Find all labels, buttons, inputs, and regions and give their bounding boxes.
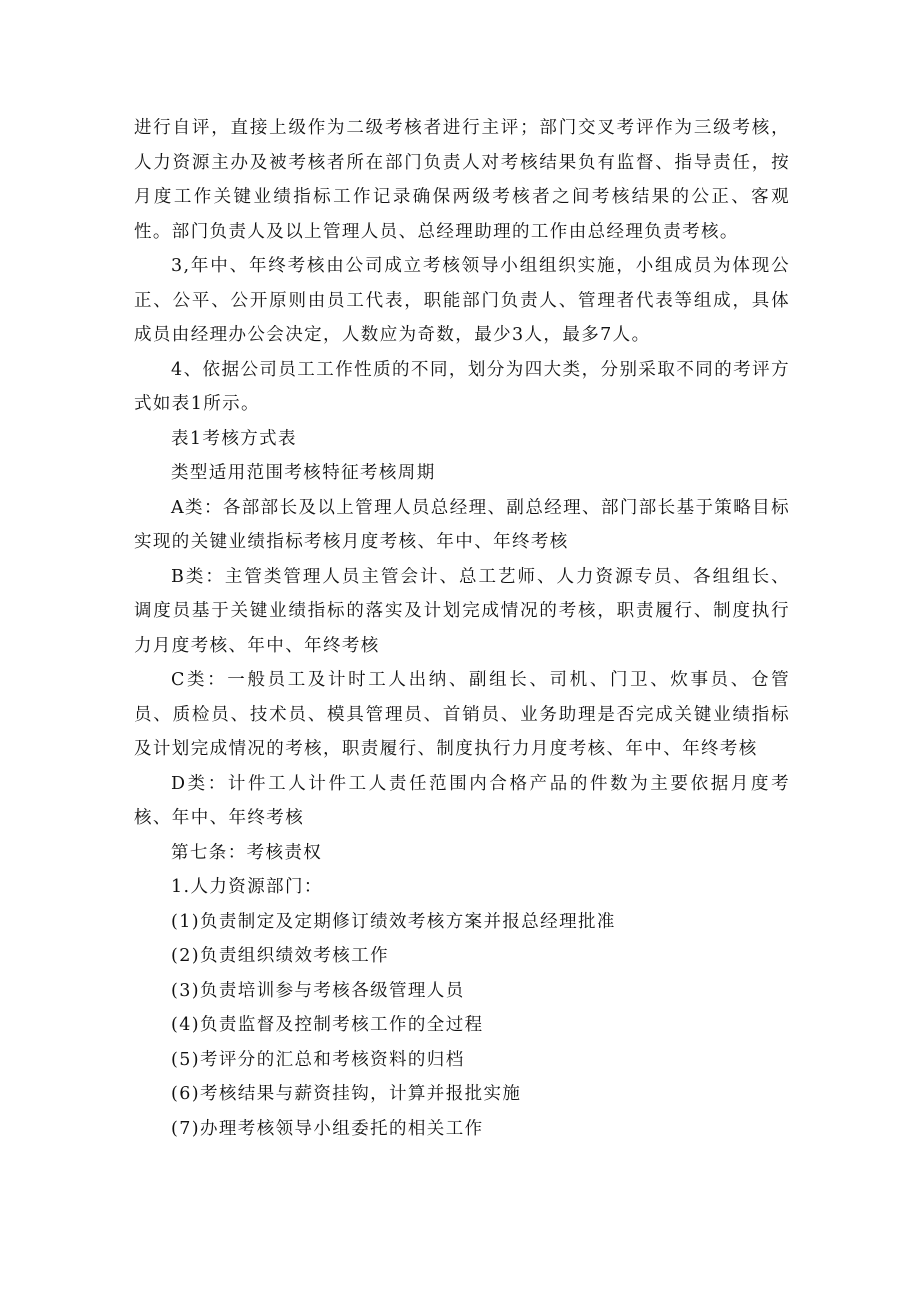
category-b: B类：主管类管理人员主管会计、总工艺师、人力资源专员、各组组长、调度员基于关键业绩指标的落实及计划完成情况的考核，职责履行、制度执行力月度考核、年中、年终考核 xyxy=(134,566,790,656)
category-d: D类：计件工人计件工人责任范围内合格产品的件数为主要依据月度考核、年中、年终考核 xyxy=(134,773,790,828)
duty-item: (2)负责组织绩效考核工作 xyxy=(171,946,389,966)
paragraph-continuation: 进行自评，直接上级作为二级考核者进行主评；部门交叉考评作为三级考核，人力资源主办及被考核者所在部门负责人对考核结果负有监督、指导责任，按月度工作关键业绩指标工作记录确保两级考核者之间考核结果的公正、客观性。部门负责人及以上管理人员、总经理助理的工作由总经理负责考核。 xyxy=(134,118,790,242)
duty-item: (5)考评分的汇总和考核资料的归档 xyxy=(171,1049,465,1070)
duty-item: (7)办理考核领导小组委托的相关工作 xyxy=(171,1118,484,1139)
article-heading: 第七条：考核责权 xyxy=(171,842,323,863)
duty-item: (3)负责培训参与考核各级管理人员 xyxy=(171,980,465,1001)
table-caption: 表1考核方式表 xyxy=(171,428,297,449)
paragraph-item-4: 4、依据公司员工工作性质的不同，划分为四大类，分别采取不同的考评方式如表1所示。 xyxy=(134,359,790,414)
duty-list xyxy=(134,905,790,1147)
duty-item: (6)考核结果与薪资挂钩，计算并报批实施 xyxy=(171,1084,522,1104)
duty-item: (4)负责监督及控制考核工作的全过程 xyxy=(171,1015,484,1035)
category-c: C类：一般员工及计时工人出纳、副组长、司机、门卫、炊事员、仓管员、质检员、技术员、模具管理员、首销员、业务助理是否完成关键业绩指标及计划完成情况的考核，职责履行、制度执行力月度考核、年中、年终考核 xyxy=(134,670,790,759)
duty-item: (1)负责制定及定期修订绩效考核方案并报总经理批准 xyxy=(171,911,616,932)
table-header-row: 类型适用范围考核特征考核周期 xyxy=(171,463,436,483)
document-body xyxy=(134,111,790,1146)
hr-department-heading: 1.人力资源部门： xyxy=(171,877,323,897)
category-a: A类：各部部长及以上管理人员总经理、副总经理、部门部长基于策略目标实现的关键业绩指标考核月度考核、年中、年终考核 xyxy=(134,497,790,552)
paragraph-item-3: 3,年中、年终考核由公司成立考核领导小组组织实施，小组成员为体现公正、公平、公开原则由员工代表，职能部门负责人、管理者代表等组成，具体成员由经理办公会决定，人数应为奇数，最少3人，最多7人。 xyxy=(134,256,790,345)
